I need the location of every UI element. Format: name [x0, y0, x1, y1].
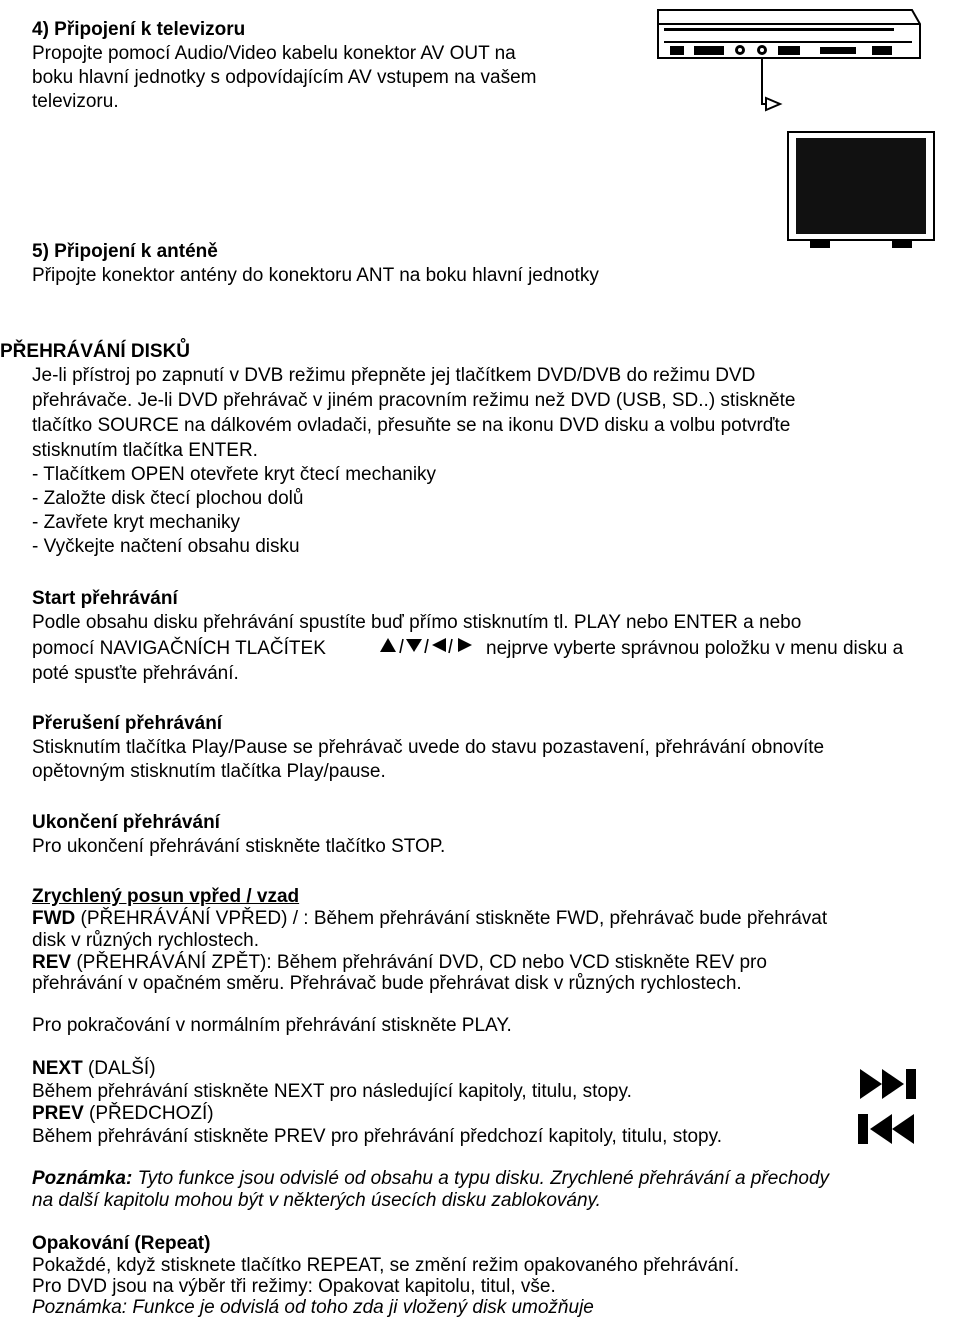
note-line-1 — [32, 1167, 829, 1191]
fwd-cont: disk v různých rychlostech. — [32, 930, 260, 951]
playback-line-4: stisknutím tlačítka ENTER. — [32, 440, 258, 461]
repeat-note: Poznámka: Funkce je odvislá od toho zda ji vložený disk umožňuje — [32, 1297, 594, 1318]
section5-line: Připojte konektor antény do konektoru ANT na boku hlavní jednotky — [32, 265, 599, 286]
playback-step-2: - Založte disk čtecí plochou dolů — [32, 488, 304, 509]
prev-heading — [32, 1102, 214, 1126]
television-icon — [780, 128, 940, 254]
fwd-line — [32, 907, 827, 931]
rev-label: REV — [32, 952, 72, 973]
playback-line-3: tlačítko SOURCE na dálkovém ovladači, přesuňte se na ikonu DVD disku a volbu potvrďte — [32, 415, 791, 436]
next-line: Během přehrávání stiskněte NEXT pro následující kapitoly, titulu, stopy. — [32, 1081, 632, 1102]
playback-step-3: - Zavřete kryt mechaniky — [32, 512, 240, 533]
playback-step-1: - Tlačítkem OPEN otevřete kryt čtecí mechaniky — [32, 464, 437, 485]
next-label: NEXT — [32, 1058, 83, 1079]
pause-heading: Přerušení přehrávání — [32, 713, 223, 734]
next-label-rest: (DALŠÍ) — [82, 1058, 156, 1079]
note-line-2: na další kapitolu mohou být v některých úsecích disku zablokovány. — [32, 1190, 601, 1211]
skip-previous-icon — [856, 1112, 920, 1146]
stop-line: Pro ukončení přehrávání stiskněte tlačítko STOP. — [32, 836, 446, 857]
playback-line-2: přehrávače. Je-li DVD přehrávač v jiném pracovním režimu než DVD (USB, SD..) stiskněte — [32, 390, 796, 411]
section4-line-2: boku hlavní jednotky s odpovídajícím AV vstupem na vašem — [32, 67, 537, 88]
section4-heading: 4) Připojení k televizoru — [32, 19, 246, 40]
section4-line-1: Propojte pomocí Audio/Video kabelu konektor AV OUT na — [32, 43, 516, 64]
playback-line-1: Je-li přístroj po zapnutí v DVB režimu přepněte jej tlačítkem DVD/DVB do režimu DVD — [32, 365, 756, 386]
rev-cont: přehrávání v opačném směru. Přehrávač bude přehrávat disk v různých rychlostech. — [32, 973, 742, 994]
section5-heading: 5) Připojení k anténě — [32, 241, 218, 262]
skip-next-icon — [858, 1066, 922, 1102]
resume-line: Pro pokračování v normálním přehrávání stiskněte PLAY. — [32, 1015, 512, 1036]
next-heading — [32, 1057, 156, 1081]
stop-heading: Ukončení přehrávání — [32, 812, 220, 833]
start-heading: Start přehrávání — [32, 588, 178, 609]
note-label: Poznámka: — [32, 1168, 133, 1189]
repeat-line-2: Pro DVD jsou na výběr tři režimy: Opakovat kapitolu, titul, vše. — [32, 1276, 556, 1297]
fwd-text: (PŘEHRÁVÁNÍ VPŘED) / : Během přehrávání stiskněte FWD, přehrávač bude přehrávat — [75, 908, 828, 929]
fwd-label: FWD — [32, 908, 76, 929]
repeat-heading: Opakování (Repeat) — [32, 1233, 211, 1254]
prev-label: PREV — [32, 1103, 84, 1124]
start-line-3: poté spusťte přehrávání. — [32, 663, 239, 684]
playback-heading: PŘEHRÁVÁNÍ DISKŮ — [0, 341, 191, 362]
section4-line-3: televizoru. — [32, 91, 119, 112]
start-line-2b: nejprve vyberte správnou položku v menu disku a — [486, 638, 904, 659]
repeat-line-1: Pokaždé, když stisknete tlačítko REPEAT, se změní režim opakovaného přehrávání. — [32, 1255, 740, 1276]
playback-step-4: - Vyčkejte načtení obsahu disku — [32, 536, 300, 557]
prev-line: Během přehrávání stiskněte PREV pro přehrávání předchozí kapitoly, titulu, stopy. — [32, 1126, 722, 1147]
start-line-2a: pomocí NAVIGAČNÍCH TLAČÍTEK — [32, 638, 326, 659]
start-line-1: Podle obsahu disku přehrávání spustíte buď přímo stisknutím tl. PLAY nebo ENTER a nebo — [32, 612, 802, 633]
fast-heading: Zrychlený posun vpřed / vzad — [32, 886, 300, 907]
navigation-arrows-icon — [378, 636, 476, 658]
prev-label-rest: (PŘEDCHOZÍ) — [83, 1103, 214, 1124]
note-text-1: Tyto funkce jsou odvislé od obsahu a typu disku. Zrychlené přehrávání a přechody — [132, 1168, 830, 1189]
pause-line-1: Stisknutím tlačítka Play/Pause se přehrávač uvede do stavu pozastavení, přehrávání obnovíte — [32, 737, 825, 758]
rev-text: (PŘEHRÁVÁNÍ ZPĚT): Během přehrávání DVD, CD nebo VCD stiskněte REV pro — [71, 952, 767, 973]
pause-line-2: opětovným stisknutím tlačítka Play/pause. — [32, 761, 386, 782]
